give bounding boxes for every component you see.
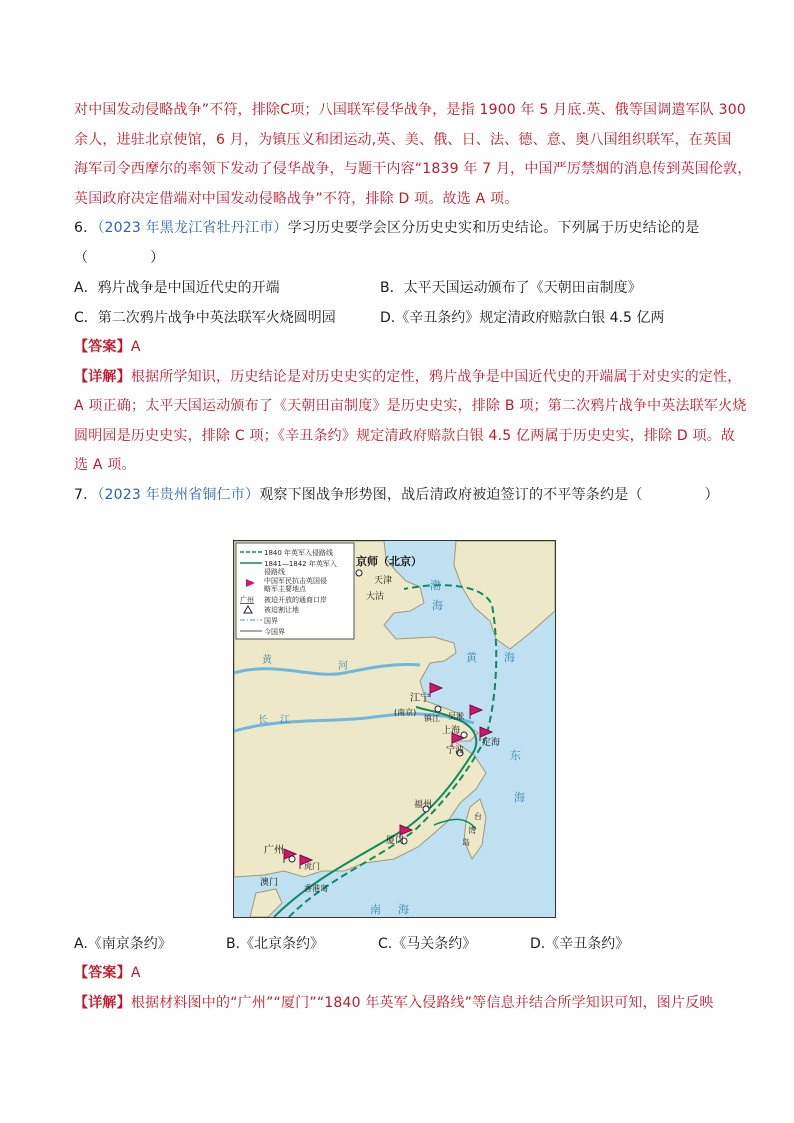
detail-tag: 【详解】 [74,368,131,385]
label-aomen: 澳门 [260,878,279,888]
label-xiamen: 厦门 [386,836,405,846]
label-humen: 虎门 [304,862,320,871]
legend-route-1841: 1841—1842 年英军入 [264,560,337,568]
legend-route-1841-cont: 侵路线 [264,568,285,576]
q7-option-a: A.《南京条约》 [74,936,172,952]
q6-paren-open: （ [74,249,89,266]
label-jiangning: 江宁 [410,693,430,704]
label-dagu: 大沽 [366,592,385,602]
q6-options-row-2 [74,303,724,333]
q7-detail-line-1 [74,989,724,1019]
label-changjiang: 长 [258,715,268,726]
label-huanghai-2: 海 [504,651,515,664]
q6-stem [74,214,724,244]
q6-number: 6． [74,220,98,236]
q5-detail-line-1: 对中国发动侵略战争”不符，排除C项；八国联军侵华战争，是指 1900 年 5 月底.英、俄等国调遣军队 300 [74,102,746,118]
opium-war-map [233,540,556,918]
q6-option-c: C．第二次鸦片战争中英法联军火烧圆明园 [74,310,336,326]
q6-option-b: B．太平天国运动颁布了《天朝田亩制度》 [380,280,642,296]
label-taiwan-2: 湾 [468,826,476,835]
q7-number: 7． [74,486,98,503]
answer-value: A [130,965,141,981]
label-taiwan-3: 岛 [462,838,470,847]
label-shanghai: 上海 [442,726,461,736]
legend-border: 国界 [264,617,278,625]
label-huanghe: 黄 [262,655,272,666]
label-guangzhou: 广州 [264,845,284,856]
q7-options-row [74,929,724,959]
label-tianjin: 天津 [374,576,393,586]
label-zhenjiang: 镇江 [424,714,440,723]
q7-option-c: C.《马关条约》 [378,936,477,952]
legend-resistance-cont: 略军主要地点 [264,585,306,593]
q6-answer [74,333,724,363]
q6-detail-line-1 [74,363,742,393]
detail-tag: 【详解】 [74,994,131,1011]
q6-option-a: A．鸦片战争是中国近代史的开端 [74,280,280,296]
legend-ceded: 被迫割让地 [264,606,299,614]
q6-detail-line-2: A 项正确；太平天国运动颁布了《天朝田亩制度》是历史史实，排除 B 项；第二次鸦片战争中英法联军火烧 [74,398,747,414]
label-huanghai: 黄 [466,651,477,664]
q5-detail-line-2: 余人，进驻北京使馆，6 月，为镇压义和团运动,英、美、俄、日、法、德、意、奥八国组织联军，在英国 [74,131,732,148]
map-legend [236,543,354,639]
label-donghai-2: 海 [514,791,525,804]
label-bohai: 渤 [430,579,441,592]
legend-ports: 被迫开放的通商口岸 [264,596,327,604]
label-jiang: 江 [280,715,290,726]
q7-stem-text: 观察下图战争形势图，战后清政府被迫签订的不平等条约是（ [259,486,643,503]
q7-continuation [74,929,724,1018]
label-donghai: 东 [510,749,521,762]
legend-current-border: 今国界 [264,628,285,636]
label-ningbo: 宁波 [446,746,465,756]
label-he: 河 [338,661,348,672]
q7-option-d: D.《辛丑条约》 [530,936,630,952]
q7-answer [74,959,724,989]
label-nanhai-2: 海 [398,903,409,916]
q6-options-row-1 [74,273,724,303]
q6-source: （2023 年黑龙江省牡丹江市） [97,220,288,236]
legend-route-1840: 1840 年英军入侵路线 [264,549,334,557]
legend-port-sample: 广州 [240,596,254,604]
q7-paren-close: ） [704,486,719,503]
q6-detail-text-1: 根据所学知识，历史结论是对历史史实的定性，鸦片战争是中国近代史的开端属于对史实的定性， [130,368,742,385]
q5-detail-line-4: 英国政府决定借端对中国发动侵略战争”不符，排除 D 项。故选 A 项。 [74,190,519,207]
q6-paren-close: ） [150,249,165,266]
document-body [74,96,752,510]
q7-option-b: B.《北京条约》 [226,936,325,952]
q5-detail-line-3: 海军司令西摩尔的率领下发动了侵华战争，与题干内容“1839 年 7 月，中国严厉禁烟的消息传到英国伦敦， [74,161,752,177]
label-bohai-2: 海 [432,599,443,612]
q6-answer-blank [74,244,724,274]
q7-source: （2023 年贵州省铜仁市） [97,486,260,503]
answer-tag: 【答案】 [74,339,131,355]
label-fuzhou: 福州 [414,800,433,810]
q6-stem-text: 学习历史要学会区分历史史实和历史结论。下列属于历史结论的是 [287,220,700,236]
q6-detail-line-4: 选 A 项。 [74,457,136,473]
label-dinghai: 定海 [482,738,501,748]
label-taiwan-1: 台 [474,812,482,821]
label-nanhai: 南 [370,903,381,916]
q7-detail-text-1: 根据材料图中的“广州”“厦门”“1840 年英军入侵路线”等信息并结合所学知识可知，图片反映 [130,994,714,1011]
label-hongkong: 香港岛 [304,884,328,893]
answer-value: A [130,339,141,355]
legend-resistance: 中国军民抗击英国侵 [264,577,327,585]
label-wusong: 吴淞 [448,712,464,721]
label-nanjing: (南京) [394,708,417,717]
answer-tag: 【答案】 [74,965,131,981]
q6-option-d: D.《辛丑条约》规定清政府赔款白银 4.5 亿两 [380,310,665,326]
label-jingshi: 京师（北京） [356,555,422,568]
q6-detail-line-3: 圆明园是历史史实，排除 C 项；《辛丑条约》规定清政府赔款白银 4.5 亿两属于历史史实，排除 D 项。故 [74,427,736,444]
q7-stem [74,481,724,511]
